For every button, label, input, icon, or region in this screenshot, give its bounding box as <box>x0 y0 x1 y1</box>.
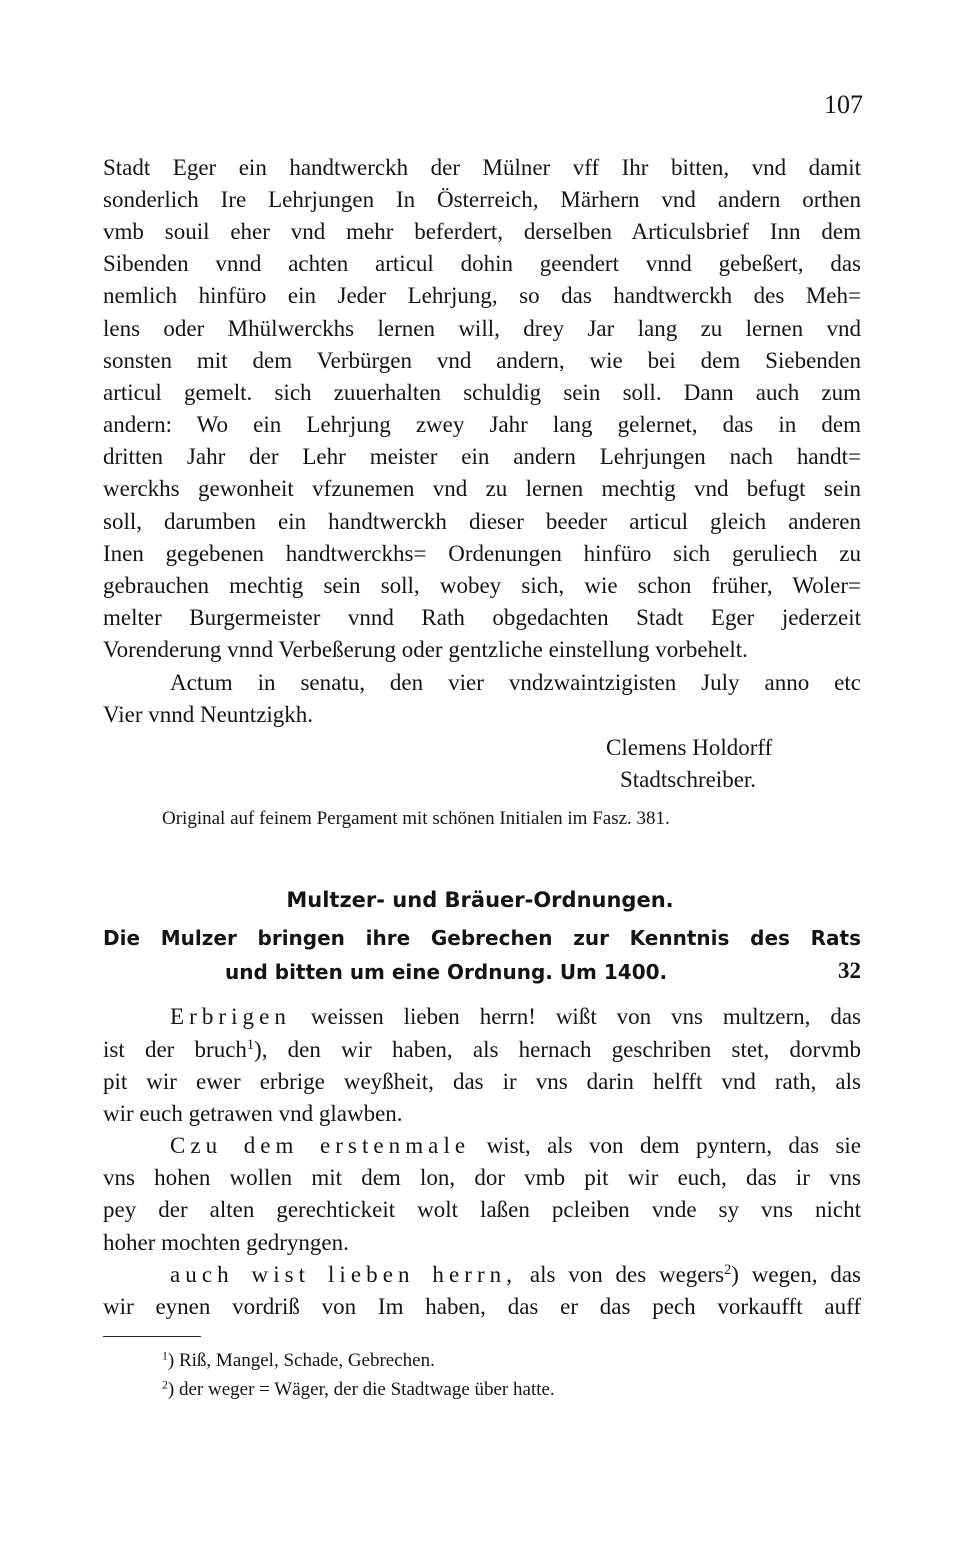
text-line: soll, darumben ein handtwerckh dieser beeder articul gleich anderen <box>103 509 861 534</box>
text-line: hoher mochten gedryngen. <box>103 1230 349 1255</box>
spaced-word: Czu dem erstenmale <box>170 1133 471 1158</box>
text-line: wir eynen vordriß von Im haben, das er das pech vorkaufft auff <box>103 1294 861 1319</box>
text-line <box>103 1034 861 1066</box>
text-span: weissen lieben herrn! wißt von vns multzern, das <box>290 1004 861 1029</box>
source-note: Original auf feinem Pergament mit schönen Initialen im Fasz. 381. <box>162 808 670 829</box>
text-line: sonderlich Ire Lehrjungen In Österreich, Märhern vnd andern orthen <box>103 187 861 212</box>
signature-title: Stadtschreiber. <box>620 767 757 792</box>
text-line: Inen gegebenen handtwerckhs= Ordenungen hinfüro sich geruliech zu <box>103 541 861 566</box>
footnote-marker: 1 <box>162 1349 168 1363</box>
text-line: vns hohen wollen mit dem lon, dor vmb pit wir euch, das ir vns <box>103 1165 861 1190</box>
footnote-marker: 2 <box>162 1378 168 1392</box>
section-number: 32 <box>838 958 861 983</box>
text-line: vmb souil eher vnd mehr beferdert, derselben Articulsbrief Inn dem <box>103 219 861 244</box>
page-number: 107 <box>824 90 863 119</box>
footnote-text: ) der weger = Wäger, der die Stadtwage über hatte. <box>167 1379 555 1400</box>
text-line: melter Burgermeister vnnd Rath obgedachten Stadt Eger jederzeit <box>103 605 861 630</box>
text-line: wir euch getrawen vnd glawben. <box>103 1101 403 1126</box>
footnote-divider <box>103 1336 201 1337</box>
text-line: nemlich hinfüro ein Jeder Lehrjung, so das handtwerckh des Meh= <box>103 283 861 308</box>
text-line: pey der alten gerechtickeit wolt laßen pcleiben vnde sy vns nicht <box>103 1197 861 1222</box>
signature-name: Clemens Holdorff <box>606 735 773 760</box>
text-line <box>170 1130 861 1162</box>
text-span: ) wegen, das <box>731 1262 861 1287</box>
footnote <box>162 1350 435 1372</box>
text-line: Stadt Eger ein handtwerckh der Mülner vff Ihr bitten, vnd damit <box>103 155 861 180</box>
text-line: Actum in senatu, den vier vndzwaintzigisten July anno etc <box>170 670 861 695</box>
text-line: Sibenden vnnd achten articul dohin geendert vnnd gebeßert, das <box>103 251 861 276</box>
text-line: dritten Jahr der Lehr meister ein andern Lehrjungen nach handt= <box>103 444 861 469</box>
footnote-ref: 1 <box>246 1037 255 1054</box>
text-line: gebrauchen mechtig sein soll, wobey sich, wie schon früher, Woler= <box>103 573 861 598</box>
text-line: andern: Wo ein Lehrjung zwey Jahr lang gelernet, das in dem <box>103 412 861 437</box>
text-line: werckhs gewonheit vfzunemen vnd zu lernen mechtig vnd befugt sein <box>103 476 861 501</box>
text-line <box>170 1001 861 1033</box>
section-title: Multzer- und Bräuer-Ordnungen. <box>286 888 674 912</box>
text-line: Vorenderung vnnd Verbeßerung oder gentzliche einstellung vorbehelt. <box>103 637 748 662</box>
spaced-word: Erbrigen <box>170 1004 291 1029</box>
text-line: Vier vnnd Neuntzigkh. <box>103 702 314 727</box>
text-line: lens oder Mhülwerckhs lernen will, drey Jar lang zu lernen vnd <box>103 316 861 341</box>
text-line: pit wir ewer erbrige weyßheit, das ir vns darin helfft vnd rath, als <box>103 1069 861 1094</box>
text-span: ist der bruch <box>103 1037 247 1062</box>
footnote-text: ) Riß, Mangel, Schade, Gebrechen. <box>167 1350 435 1371</box>
section-subtitle-line: und bitten um eine Ordnung. Um 1400. <box>225 960 668 984</box>
section-subtitle-line: Die Mulzer bringen ihre Gebrechen zur Kenntnis des Rats <box>103 926 861 950</box>
text-span: wist, als von dem pyntern, das sie <box>470 1133 861 1158</box>
spaced-word: auch wist lieben herrn, <box>170 1262 518 1287</box>
text-span: ), den wir haben, als hernach geschriben stet, dorvmb <box>254 1037 861 1062</box>
footnote <box>162 1379 555 1401</box>
text-line <box>170 1259 861 1291</box>
text-span: als von des wegers <box>517 1262 725 1287</box>
text-line: sonsten mit dem Verbürgen vnd andern, wie bei dem Siebenden <box>103 348 861 373</box>
footnote-ref: 2 <box>724 1262 732 1279</box>
text-line: articul gemelt. sich zuuerhalten schuldig sein soll. Dann auch zum <box>103 380 861 405</box>
